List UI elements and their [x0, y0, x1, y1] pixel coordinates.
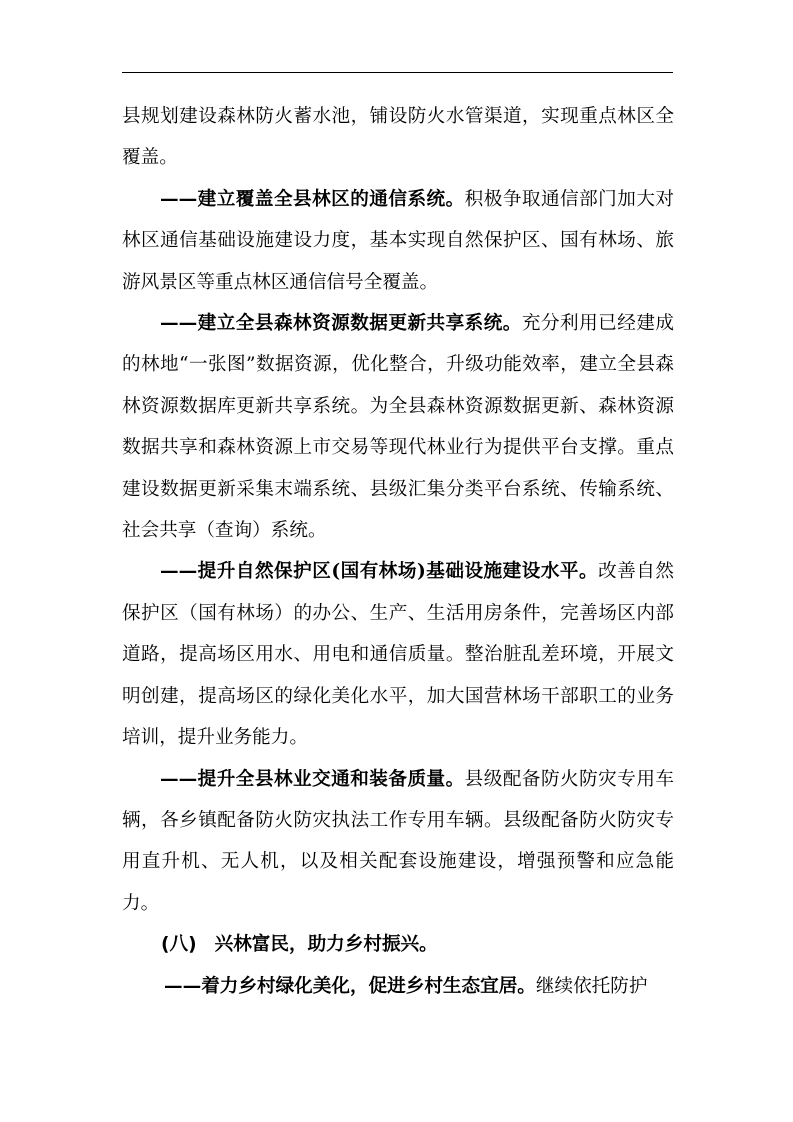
paragraph-text: 积极争取通信部门加大对林区通信基础设施建设力度，基本实现自然保护区、国有林场、旅游风景区等重点林区通信信号全覆盖。 [122, 188, 674, 293]
paragraph-transport-equipment [122, 759, 674, 925]
section-title: 兴林富民，助力乡村振兴。 [214, 934, 438, 956]
paragraph-continuation [122, 96, 674, 179]
paragraph-text: 县级配备防火防灾专用车辆，各乡镇配备防火防灾执法工作专用车辆。县级配备防火防灾专用直升机、无人机，以及相关配套设施建设，增强预警和应急能力。 [122, 768, 674, 914]
document-body [122, 96, 674, 1007]
paragraph-lead: ——建立覆盖全县林区的通信系统。 [160, 188, 465, 210]
header-rule [122, 72, 673, 73]
paragraph-communication-system [122, 179, 674, 303]
section-heading [122, 924, 674, 965]
paragraph-text: 改善自然保护区（国有林场）的办公、生产、生活用房条件，完善场区内部道路，提高场区用水、用电和通信质量。整治脏乱差环境，开展文明创建，提高场区的绿化美化水平，加大国营林场干部职工的业务培训，提升业务能力。 [122, 561, 674, 749]
paragraph-rural-greening [122, 966, 674, 1007]
paragraph-lead: ——提升自然保护区(国有林场)基础设施建设水平。 [160, 561, 599, 583]
paragraph-text: 继续依托防护 [535, 975, 648, 997]
paragraph-nature-reserve [122, 551, 674, 758]
paragraph-data-sharing-system [122, 303, 674, 551]
paragraph-lead: ——提升全县林业交通和装备质量。 [160, 768, 465, 790]
section-number: (八) [161, 934, 197, 956]
paragraph-lead: ——着力乡村绿化美化，促进乡村生态宜居。 [164, 975, 536, 997]
paragraph-lead: ——建立全县森林资源数据更新共享系统。 [160, 313, 522, 335]
paragraph-text: 县规划建设森林防火蓄水池，铺设防火水管渠道，实现重点林区全覆盖。 [122, 106, 674, 169]
paragraph-text: 充分利用已经建成的林地“一张图”数据资源，优化整合，升级功能效率，建立全县森林资源数据库更新共享系统。为全县森林资源数据更新、森林资源数据共享和森林资源上市交易等现代林业行为提供平台支撑。重点建设数据更新采集末端系统、县级汇集分类平台系统、传输系统、社会共享（查询）系统。 [122, 313, 674, 542]
